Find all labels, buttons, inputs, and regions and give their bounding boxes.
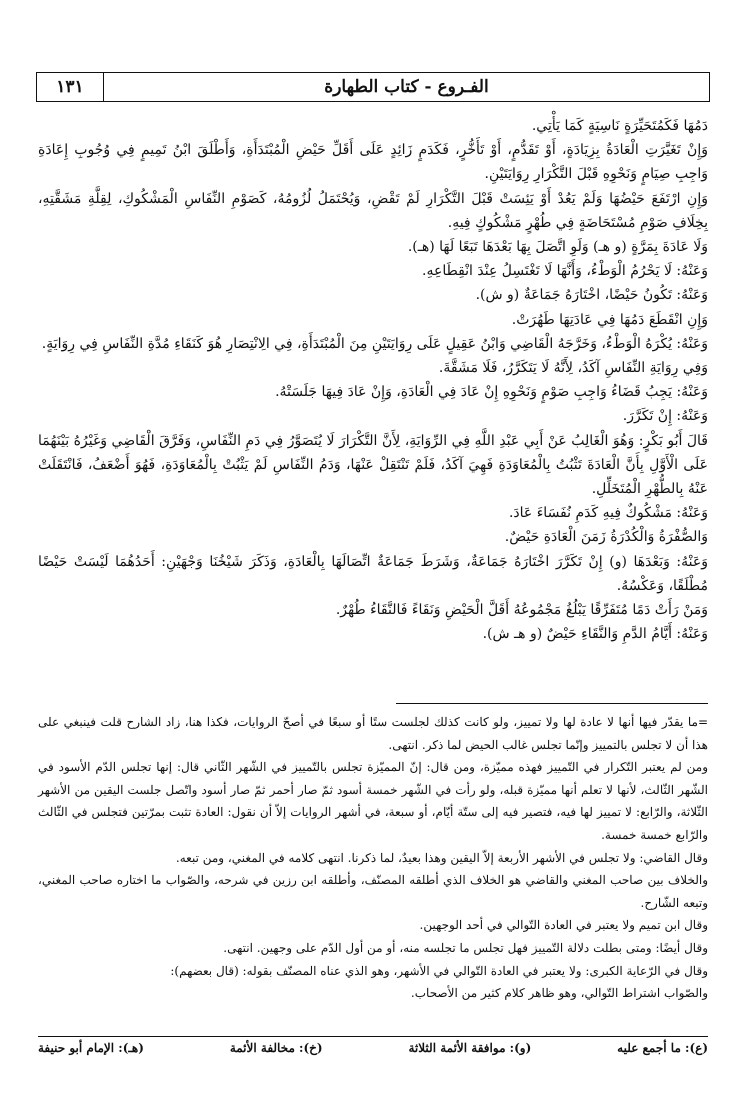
body-paragraph: وَعَنْهُ: أَيَّامُ الدَّمِ وَالنَّقَاءِ حَيْضٌ (و هـ ش). bbox=[482, 626, 708, 643]
body-paragraph: وَالصُّفْرَةُ وَالْكُدْرَةُ زَمَنَ الْعَادَةِ حَيْضٌ. bbox=[504, 529, 708, 546]
legend-item: (هـ): الإمام أبو حنيفة bbox=[38, 1041, 144, 1055]
legend-item: (خ): مخالفة الأئمة bbox=[229, 1041, 323, 1055]
body-paragraph: وَإِنْ تَغَيَّرَتِ الْعَادَةُ بِزِيَادَةٍ، أَوْ تَقَدُّمٍ، أَوْ تَأَخُّرٍ، فَكَدَمٍ زَائِدٍ عَلَى أَقَلِّ حَيْضِ الْمُبْتَدَأَةِ، وَأَطْلَقَ ابْنُ تَمِيمٍ فِي وُجُوبِ إِعَادَةِ وَاجِبِ صِيَامٍ وَنَحْوِهِ قَبْلَ التَّكْرَارِ رِوَايَتَيْنِ. bbox=[38, 142, 708, 183]
main-text bbox=[38, 114, 708, 646]
body-paragraph: قَالَ أَبُو بَكْرٍ: وَهُوَ الْغَالِبُ عَنْ أَبِي عَبْدِ اللَّهِ فِي الرِّوَايَةِ، لِأَنَّ التَّكْرَارَ لَا يُتَصَوَّرُ فِي دَمِ النِّفَاسِ، وَفَرَّقَ الْقَاضِي وَغَيْرُهُ بَيْنَهُمَا عَلَى الْأَوَّلِ بِأَنَّ الْعَادَةَ تَثْبُتُ بِالْمُعَاوَدَةِ فَهِيَ آكَدُ، فَلَمْ تَنْتَقِلْ عَنْهَا، وَدَمُ النِّفَاسِ لَمْ يَثْبُتْ بِالْمُعَاوَدَةِ، فَهُوَ أَضْعَفُ، فَانْتَقَلَتْ عَنْهُ بِالطُّهْرِ الْمُتَخَلِّلِ. bbox=[38, 432, 708, 498]
note-paragraph: ومن لم يعتبر التّكرار في التّمييز فهذه مميّزة، ومن قال: إنّ المميّزة تجلس بالتّمييز في الشّهر الثّاني قال: إنها تجلس الدّم الأسود في الشّهر الثّالث، لأنها لا تعلم أنها مميّزة قبله، ولو رأت في الشّهر خمسة أسود ثمّ صار أحمر ثمّ صار أسود واتّصل جلست اليقين من الأشهر الثّلاثة، والرّابع: لا تمييز لها فيه، فتصير فيه إلى ستّة أيّام، أو سبعة، في أشهر الروايات إلاّ أن نقول: العادة تثبت بمرّتين فتجلس في الثّالث والرّابع خمسة خمسة. bbox=[38, 760, 708, 842]
body-paragraph: دَمُهَا فَكَمُتَحَيِّرَةٍ نَاسِيَةٍ كَمَا يَأْتِي. bbox=[531, 118, 708, 134]
body-paragraph: وَعَنْهُ: إِنْ تَكَرَّرَ. bbox=[622, 408, 708, 425]
page-number: ١٣١ bbox=[37, 73, 104, 101]
legend-item: (و): موافقة الأئمة الثلاثة bbox=[408, 1041, 532, 1055]
note-paragraph: وقال ابن تميم ولا يعتبر في العادة التّوالي في أحد الوجهين. bbox=[419, 918, 708, 933]
note-paragraph: وقال القاضي: ولا تجلس في الأشهر الأربعة إلاّ اليقين وهذا بعيدٌ، لما ذكرنا. انتهى كلامه في المغني، ومن تبعه. bbox=[175, 850, 708, 865]
body-paragraph: وَمَنْ رَأَتْ دَمًا مُتَفَرِّقًا يَبْلُغُ مَجْمُوعُهُ أَقَلَّ الْحَيْضِ وَنَقَاءً فَالنَّقَاءُ طُهْرٌ. bbox=[335, 602, 708, 619]
running-title: الفـروع - كتاب الطهارة bbox=[324, 77, 489, 97]
note-paragraph: =ما يقدّر فيها أنها لا عادة لها ولا تمييز، ولو كانت كذلك لجلست ستًا أو سبعًا في أصحّ الروايات، فكذا هنا، زاد الشارح قلت فينبغي على هذا أن لا تجلس بالتمييز وإنّما تجلس غالب الحيض لما ذكر. انتهى. bbox=[38, 715, 708, 752]
note-paragraph: وقال أيضًا: ومتى بطلت دلالة التّمييز فهل تجلس ما تجلسه منه، أو من أول الدّم على وجهين. انتهى. bbox=[223, 940, 708, 955]
note-paragraph: والخلاف بين صاحب المغني والقاضي هو الخلاف الذي أطلقه المصنّف، وأطلقه ابن رزين في شرحه، والصّواب ما اختاره صاحب المغني، وتبعه الشّارح. bbox=[38, 873, 708, 910]
abbreviation-legend bbox=[38, 1041, 708, 1055]
body-paragraph: وَعَنْهُ: يَجِبُ قَضَاءُ وَاجِبِ صَوْمٍ وَنَحْوِهِ إِنْ عَادَ فِي الْعَادَةِ، وَإِنْ عَادَ فِيهَا جَلَسَتْهُ. bbox=[275, 384, 708, 401]
body-paragraph: وَلَا عَادَةَ بِمَرَّةٍ (و هـ) وَلَوِ اتَّصَلَ بِهَا بَعْدَهَا تَبَعًا لَهَا (هـ). bbox=[407, 239, 708, 256]
commentary-notes bbox=[38, 711, 708, 1005]
body-paragraph: وَإِنِ انْقَطَعَ دَمُهَا فِي عَادَتِهَا طَهُرَتْ. bbox=[511, 311, 708, 328]
body-paragraph: وَعَنْهُ: مَشْكُوكٌ فِيهِ كَدَمِ نُفَسَاءَ عَادَ. bbox=[508, 505, 708, 522]
body-paragraph: وَفِي رِوَايَةِ النِّفَاسِ آكَدُ، لِأَنَّهُ لَا يَتَكَرَّرُ، فَلَا مَشَقَّةَ. bbox=[438, 360, 708, 377]
page-header bbox=[36, 72, 710, 102]
body-paragraph: وَعَنْهُ: وَبَعْدَهَا (و) إِنْ تَكَرَّرَ اخْتَارَهُ جَمَاعَةٌ، وَشَرَطَ جَمَاعَةٌ اتِّصَالَهَا بِالْعَادَةِ، وَذَكَرَ شَيْخُنَا وَجْهَيْنِ: أَحَدُهُمَا لَيْسَتْ حَيْضًا مُطْلَقًا، وَعَكْسُهُ. bbox=[38, 553, 708, 594]
legend-item: (ع): ما أجمع عليه bbox=[617, 1041, 708, 1055]
footnote-separator bbox=[396, 703, 708, 704]
body-paragraph: وَإِنِ ارْتَفَعَ حَيْضُهَا وَلَمْ يَعُدْ أَوْ يَئِسَتْ قَبْلَ التَّكْرَارِ لَمْ تَقْضِ، وَيُحْتَمَلُ لُزُومُهُ، كَصَوْمِ النِّفَاسِ الْمَشْكُوكِ، لِقِلَّةِ مَشَقَّتِهِ، بِخِلَافِ صَوْمِ مُسْتَحَاضَةٍ فِي طُهْرٍ مَشْكُوكٍ فِيهِ. bbox=[38, 190, 708, 231]
body-paragraph: وَعَنْهُ: يُكْرَهُ الْوَطْءُ، وَخَرَّجَهُ الْقَاضِي وَابْنُ عَقِيلٍ عَلَى رِوَايَتَيْنِ مِنَ الْمُبْتَدَأَةِ، فِي الِانْتِصَارِ هُوَ كَنَقَاءِ مُدَّةِ النِّفَاسِ فِي رِوَايَةٍ. bbox=[41, 335, 708, 352]
legend-divider bbox=[38, 1036, 708, 1037]
body-paragraph: وَعَنْهُ: تَكُونُ حَيْضًا، اخْتَارَهُ جَمَاعَةٌ (و ش). bbox=[475, 287, 708, 304]
note-paragraph: والصّواب اشتراط التّوالي، وهو ظاهر كلام كثير من الأصحاب. bbox=[410, 986, 708, 1001]
body-paragraph: وَعَنْهُ: لَا يَحْرُمُ الْوَطْءُ، وَأَنَّهَا لَا تَغْتَسِلُ عِنْدَ انْقِطَاعِهِ. bbox=[422, 263, 708, 280]
note-paragraph: وقال في الرّعاية الكبرى: ولا يعتبر في العادة التّوالي في الأشهر، وهو الذي عناه المصنّف بقوله: (قال بعضهم): bbox=[170, 963, 708, 978]
